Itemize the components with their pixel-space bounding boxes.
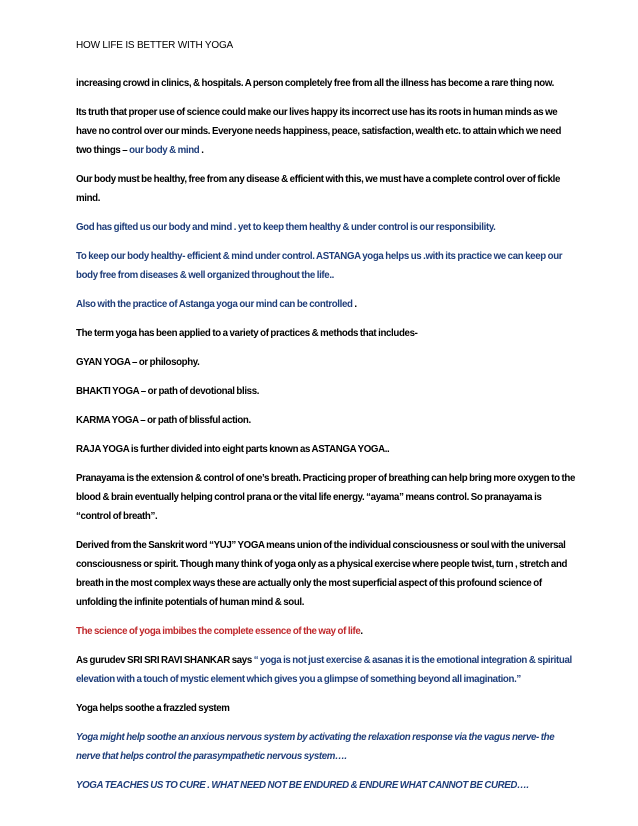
- paragraph-god-gift: God has gifted us our body and mind . yet to keep them healthy & under control is our responsibility.: [76, 222, 496, 233]
- item-bhakti-yoga: BHAKTI YOGA – or path of devotional bliss.: [76, 386, 260, 397]
- gurudev-attribution: As gurudev SRI SRI RAVI SHANKAR says: [76, 655, 254, 666]
- paragraph-science-text: Its truth that proper use of science could make our lives happy its incorrect use has its roots in human minds as we have no control over our minds. Everyone needs happiness, peace, satisfaction, wealth etc. to attain which we need two things –: [76, 107, 562, 156]
- paragraph-term-yoga: The term yoga has been applied to a variety of practices & methods that includes-: [76, 328, 418, 339]
- paragraph-astanga-body: To keep our body healthy- efficient & mind under control. ASTANGA yoga helps us .with its practice we can keep our body free from diseases & well organized throughout the life..: [76, 251, 563, 281]
- paragraph-astanga-mind-end: .: [352, 299, 357, 310]
- item-gyan-yoga: GYAN YOGA – or philosophy.: [76, 357, 200, 368]
- paragraph-astanga-mind: [76, 295, 578, 314]
- highlight-science-of-yoga: The science of yoga imbibes the complete essence of the way of life: [76, 626, 361, 637]
- item-karma-yoga: KARMA YOGA – or path of blissful action.: [76, 415, 251, 426]
- highlight-body-mind: our body & mind: [129, 145, 200, 156]
- paragraph-crowd: increasing crowd in clinics, & hospitals. A person completely free from all the illness has become a rare thing now.: [76, 78, 555, 89]
- paragraph-gurudev-quote: [76, 651, 578, 689]
- paragraph-science-of-yoga: [76, 622, 578, 641]
- paragraph-pranayama: Pranayama is the extension & control of one’s breath. Practicing proper of breathing can help bring more oxygen to the blood & brain eventually helping control prana or the vital life energy. “ayama” means control. So pranayama is “control of breath”.: [76, 473, 575, 522]
- paragraph-sanskrit-yuj: Derived from the Sanskrit word “YUJ” YOGA means union of the individual consciousness or soul with the universal consciousness or spirit. Though many think of yoga only as a physical exercise where people twist, turn , stretch and breath in the most complex ways these are actually only the most superficial aspect of this profound science of unfolding the infinite potentials of human mind & soul.: [76, 540, 568, 608]
- paragraph-science-end: .: [199, 145, 204, 156]
- paragraph-astanga-mind-text: Also with the practice of Astanga yoga our mind can be controlled: [76, 299, 353, 310]
- paragraph-soothe: Yoga helps soothe a frazzled system: [76, 703, 230, 714]
- paragraph-vagus-nerve: Yoga might help soothe an anxious nervous system by activating the relaxation response via the vagus nerve- the nerve that helps control the parasympathetic nervous system….: [76, 732, 555, 762]
- page-header: HOW LIFE IS BETTER WITH YOGA: [76, 40, 234, 51]
- paragraph-science: [76, 103, 578, 160]
- paragraph-healthy-body: Our body must be healthy, free from any disease & efficient with this, we must have a complete control over of fickle mind.: [76, 174, 561, 204]
- item-raja-yoga: RAJA YOGA is further divided into eight parts known as ASTANGA YOGA..: [76, 444, 390, 455]
- paragraph-cure-endure: YOGA TEACHES US TO CURE . WHAT NEED NOT BE ENDURED & ENDURE WHAT CANNOT BE CURED….: [76, 780, 529, 791]
- paragraph-science-of-yoga-end: .: [360, 626, 363, 637]
- gurudev-quote-text: “ yoga is not just exercise & asanas it is the emotional integration & spiritual elevation with a touch of mystic element which gives you a glimpse of something beyond all imagination.”: [76, 655, 572, 685]
